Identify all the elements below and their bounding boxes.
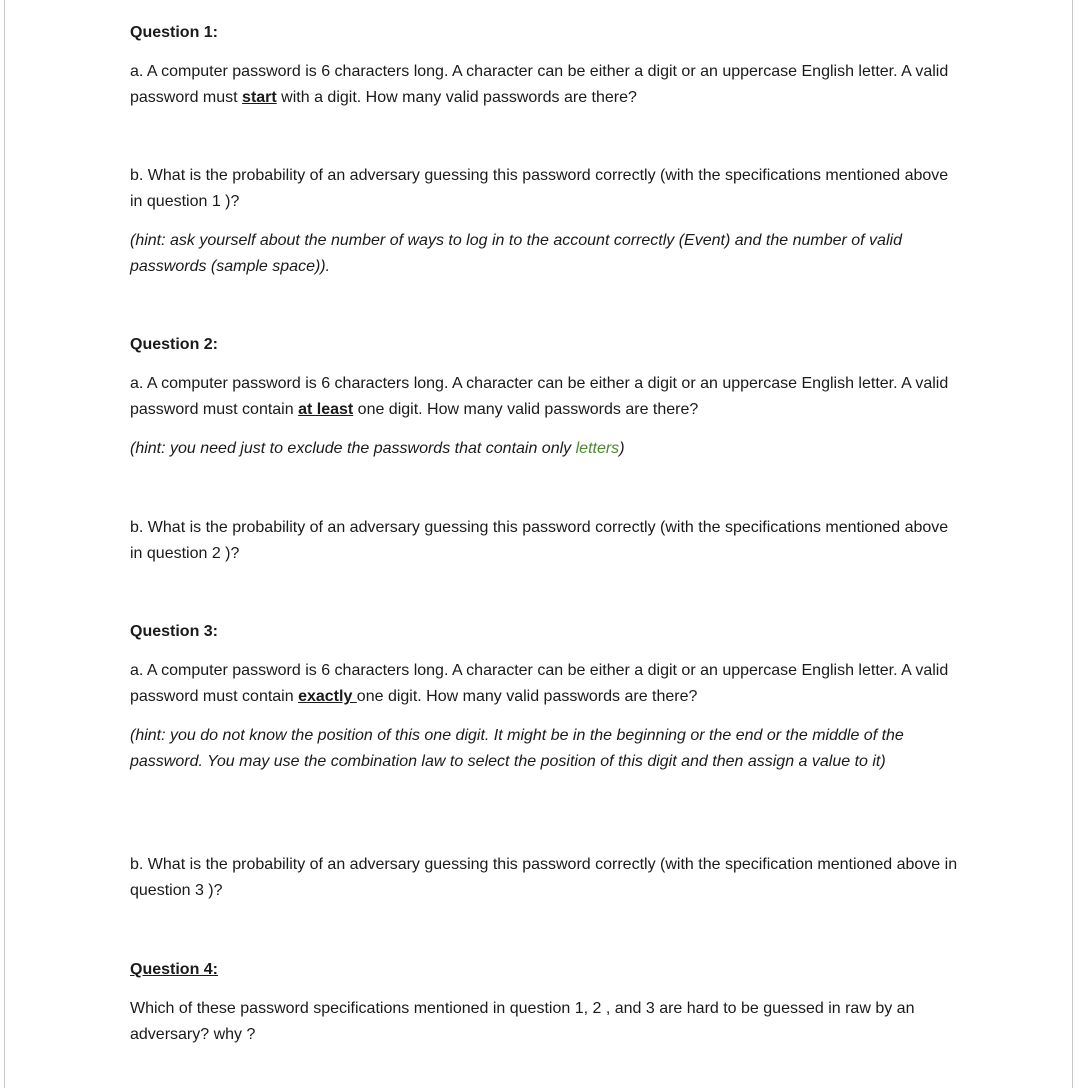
- question-2a-text-end: one digit. How many valid passwords are there?: [353, 401, 699, 418]
- question-3a-text-end: one digit. How many valid passwords are there?: [356, 688, 698, 705]
- question-2-hint: [130, 436, 960, 462]
- question-1a-text: [130, 59, 960, 111]
- question-2-hint-start: (hint: you need just to exclude the passwords that contain only: [130, 440, 576, 457]
- question-3a-emphasis: exactly: [298, 688, 357, 705]
- question-3a-text: [130, 658, 960, 710]
- question-3-hint: (hint: you do not know the position of this one digit. It might be in the beginning or the end or the middle of the password. You may use the combination law to select the position of this digit and then assign a value to it): [130, 727, 904, 770]
- question-2a-text: [130, 371, 960, 423]
- question-2-hint-highlight: letters: [575, 440, 620, 457]
- question-3a-text-start: a. A computer password is 6 characters long. A character can be either a digit or an uppercase English letter. A valid password must contain: [130, 662, 949, 705]
- question-2-hint-end: ): [619, 440, 625, 457]
- question-1a-text-end: with a digit. How many valid passwords are there?: [276, 89, 637, 106]
- question-2b-text: b. What is the probability of an adversary guessing this password correctly (with the specifications mentioned above in question 2 )?: [130, 519, 949, 562]
- question-2-heading: Question 2:: [130, 336, 219, 353]
- question-1a-text-start: a. A computer password is 6 characters long. A character can be either a digit or an uppercase English letter. A valid password must: [130, 63, 949, 106]
- question-2a-text-start: a. A computer password is 6 characters long. A character can be either a digit or an uppercase English letter. A valid password must contain: [130, 375, 949, 418]
- question-1-hint: (hint: ask yourself about the number of ways to log in to the account correctly (Event) and the number of valid passwords (sample space)).: [130, 232, 902, 275]
- question-3-heading: Question 3:: [130, 623, 219, 640]
- question-1-heading: Question 1:: [130, 24, 219, 41]
- question-1b-text: b. What is the probability of an adversary guessing this password correctly (with the specifications mentioned above in question 1 )?: [130, 167, 949, 210]
- question-3b-text: b. What is the probability of an adversary guessing this password correctly (with the specification mentioned above in question 3 )?: [130, 856, 958, 899]
- question-4-text: Which of these password specifications mentioned in question 1, 2 , and 3 are hard to be guessed in raw by an adversary? why ?: [130, 1000, 915, 1043]
- question-4-heading: Question 4:: [130, 961, 219, 978]
- question-1a-emphasis: start: [242, 89, 277, 106]
- question-2a-emphasis: at least: [298, 401, 354, 418]
